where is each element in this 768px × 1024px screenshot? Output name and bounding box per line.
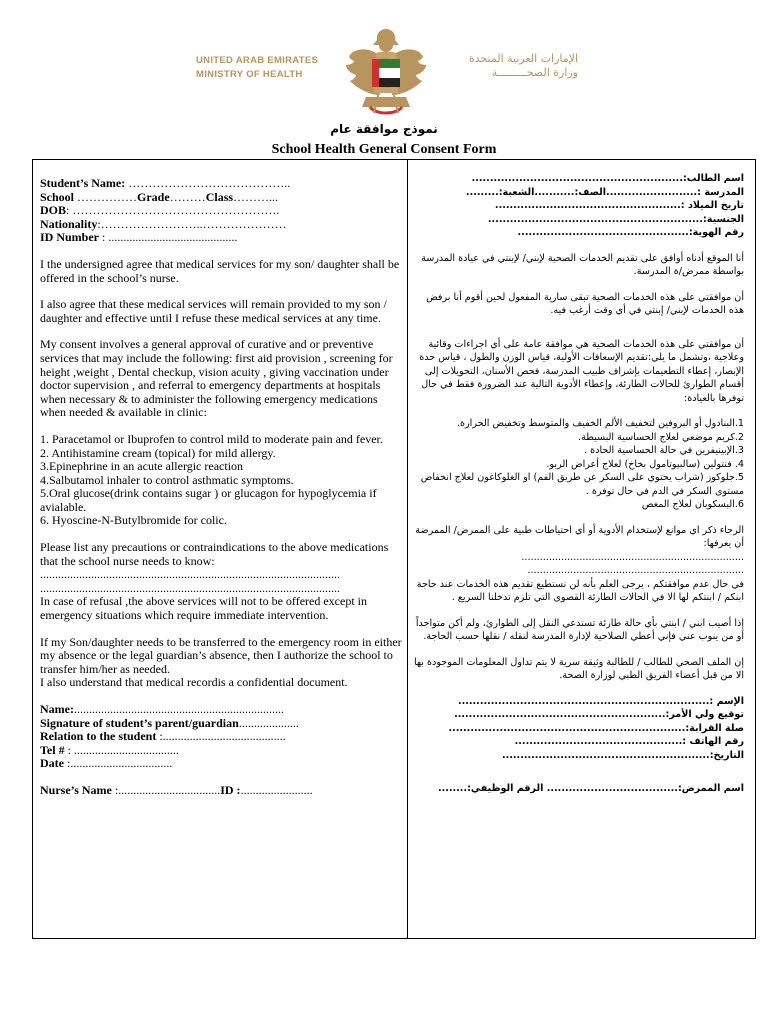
consent-paragraph-3-ar: أن موافقتي على هذه الخدمات الصحية هي موافقة عامة على أي اجراءات وقائية وعلاجية ،وتشمل ما يلي:تقديم الإسعافات الأولية، قياس الوزن والطول ، قياس حدة الإبصار، إعطاء التطعيمات بإشراف طبيب المدرسة، فحص الأسنان، التحويلات إلى أقسام الطوارئ للحالات الطارئة، وإعطاء الأدوية التالية عند الضرورة فقط في حال توفرها بالعيادة: bbox=[419, 338, 744, 404]
dob-field-ar[interactable]: تاريخ الميلاد :................................................... bbox=[494, 200, 744, 211]
tel-field[interactable]: Tel # : ................................... bbox=[40, 742, 179, 757]
precautions-line[interactable]: .................................................................................................... bbox=[40, 568, 340, 582]
consent-paragraph-2-ar: أن موافقتي على هذه الخدمات الصحية تبقى سارية المفعول لحين أقوم أنا برفض هذه الخدمات لإبني/ إبنتي في أي وقت أرغب فيه. bbox=[426, 291, 744, 316]
ministry-name-english: MINISTRY OF HEALTH bbox=[196, 69, 303, 80]
uae-eagle-emblem bbox=[340, 25, 432, 121]
relation-field-ar[interactable]: صلة القرابة:................................................................. bbox=[448, 722, 744, 734]
date-field-ar[interactable]: التاريخ:......................................................... bbox=[501, 749, 744, 761]
dob-field[interactable]: DOB: ……………………………………………. bbox=[40, 203, 280, 218]
header-english bbox=[196, 54, 318, 82]
country-name-english: UNITED ARAB EMIRATES bbox=[196, 55, 319, 66]
precautions-prompt: Please list any precautions or contraindications to the above medications that the school nurse needs to know: bbox=[40, 540, 389, 568]
medication-item: 5.Oral glucose(drink contains sugar ) or glucagon for hypoglycemia if avialable. bbox=[40, 486, 377, 514]
phone-field-ar[interactable]: رقم الهاتف :.............................................. bbox=[514, 736, 744, 747]
student-name-field-ar[interactable]: اسم الطالب:.......................................................... bbox=[471, 173, 744, 184]
transfer-paragraph: If my Son/daughter needs to be transferred to the emergency room in either my absence or the legal guardian’s absence, then I authorize the school to transfer him/her as needed. bbox=[40, 634, 402, 676]
form-title-arabic: نموذج موافقة عام bbox=[330, 122, 438, 136]
confidential-paragraph: I also understand that medical recordis a confidential document. bbox=[40, 675, 348, 690]
guardian-signature-field-ar[interactable]: توقيع ولي الأمر:.......................................................... bbox=[454, 709, 744, 720]
medication-item: 2. Antihistamine cream (topical) for mild allergy. bbox=[40, 445, 276, 460]
nationality-field-ar[interactable]: الجنسية:........................................................... bbox=[487, 213, 744, 225]
school-grade-class-field[interactable]: School ……………Grade………Class………... bbox=[40, 189, 279, 204]
header-arabic bbox=[469, 52, 578, 80]
id-field-ar[interactable]: رقم الهوية:............................................... bbox=[517, 227, 744, 238]
consent-paragraph-3: My consent involves a general approval of curative and or preventive services that may include the following: first aid provision , screening for height ,weight , Dental checkup, vision acuity , giving vaccination under doctor supervision , and referral to emergency departments at hospitals when necessary & to administer the following emergency medications when needed & available in clinic: bbox=[40, 337, 393, 420]
medication-item-ar: 3.الإبينيفرين في حالة الحساسية الحادة . bbox=[584, 445, 744, 456]
column-divider bbox=[407, 159, 408, 938]
guardian-name-field[interactable]: Name:...................................................................... bbox=[40, 702, 284, 716]
medication-item: 6. Hyoscine-N-Butylbromide for colic. bbox=[40, 513, 227, 528]
student-name-field[interactable]: Student’s Name: ………………………………….. bbox=[40, 176, 291, 190]
id-number-field[interactable]: ID Number : ........................................... bbox=[40, 230, 238, 245]
medication-item-ar: 2.كريم موضعي لعلاج الحساسية البسيطة. bbox=[578, 431, 744, 443]
medication-item: 1. Paracetamol or Ibuprofen to control mild to moderate pain and fever. bbox=[40, 431, 383, 446]
medication-item-ar: 5.جلوكوز (شراب يحتوي على السكر عن طريق الفم) او الغلوكاغون لعلاج انخفاض مستوى السكر في الدم في حال توفرة . bbox=[420, 472, 744, 497]
precautions-line-ar[interactable]: ......................................................................... bbox=[521, 551, 744, 563]
guardian-name-field-ar[interactable]: الإسم :..................................................................... bbox=[457, 695, 744, 707]
consent-paragraph-2: I also agree that these medical services will remain provided to my son / daughter and effective until I refuse these medical services at any time. bbox=[40, 297, 387, 325]
medication-item: 3.Epinephrine in an acute allergic reaction bbox=[40, 459, 244, 474]
transfer-paragraph-ar: إذا أصيب ابني / ابنتي بأي حالة طارئة تستدعي النقل إلى الطوارئ، ولم أكن متواجداً أو من ينوب عني فإني أعطي الصلاحية لإدارة المدرسة لنقله / نقلها حسب الحاجة. bbox=[415, 617, 744, 642]
medication-item: 4.Salbutamol inhaler to control asthmatic symptoms. bbox=[40, 472, 294, 487]
country-name-arabic: الإمارات العربية المتحدة bbox=[468, 52, 578, 65]
consent-paragraph-1-ar: أنا الموقع أدناه أوافق على تقديم الخدمات الصحية لإبني/ لإبنتي في عيادة المدرسة بواسطة ممرض/ة المدرسة. bbox=[421, 252, 744, 277]
medication-item-ar: 4. فنتولين (سالبيوتامول بخاخ) لعلاج أعراض الربو. bbox=[546, 458, 744, 470]
precautions-prompt-ar: الرجاء ذكر اي موانع لإستخدام الأدوية أو أي احتياطات طبية على الممرض/ الممرضة أن يعرفها: bbox=[415, 524, 744, 549]
confidential-paragraph-ar: إن الملف الصحي للطالب / للطالبة وثيقة سرية لا يتم تداول المعلومات الموجودة بها الا من قبل أعضاء الفريق الطبي لوزارة الصحة. bbox=[413, 656, 744, 681]
nurse-name-id-field-ar[interactable]: اسم الممرض:.................................... الرقم الوظيفي:........ bbox=[437, 783, 744, 794]
ministry-name-arabic: وزارة الصحـــــــــة bbox=[491, 66, 578, 79]
arabic-column bbox=[412, 172, 744, 796]
precautions-line[interactable]: .................................................................................................... bbox=[40, 581, 340, 595]
relation-field[interactable]: Relation to the student :......................................... bbox=[40, 729, 286, 744]
refusal-paragraph-ar: في حال عدم موافقتكم ، يرجى العلم بأنه لن نستطيع تقديم هذه الخدمات عند حاجة ابنكم / ابنتكم لها الا في الحالات الطارئة القصوى التي تلزم تدخلنا السريع . bbox=[416, 578, 744, 603]
nationality-field[interactable]: Nationality:……………………..………………… bbox=[40, 216, 287, 231]
nurse-name-id-field[interactable]: Nurse’s Name :..................................ID :........................ bbox=[40, 782, 313, 797]
medication-item-ar: 6.البسكوبان لعلاج المغص bbox=[641, 499, 744, 510]
precautions-line-ar[interactable]: ....................................................................... bbox=[527, 565, 744, 576]
school-class-field-ar[interactable]: المدرسة :.........................الصف:...........الشعبة:......... bbox=[465, 186, 744, 198]
form-title-english: School Health General Consent Form bbox=[271, 142, 497, 157]
consent-paragraph-1: I the undersigned agree that medical services for my son/ daughter shall be offered in the school’s nurse. bbox=[40, 256, 400, 285]
medication-item-ar: 1.البنادول أو البروفين لتخفيف الألم الخفيف والمتوسط وتخفيض الحرارة. bbox=[456, 418, 744, 429]
guardian-signature-field[interactable]: Signature of student’s parent/guardian.................... bbox=[40, 715, 299, 730]
refusal-paragraph: In case of refusal ,the above services will not to be offered except in emergency situations which require immediate intervention. bbox=[40, 594, 367, 623]
date-field[interactable]: Date :.................................. bbox=[40, 756, 173, 771]
english-column bbox=[40, 177, 402, 798]
